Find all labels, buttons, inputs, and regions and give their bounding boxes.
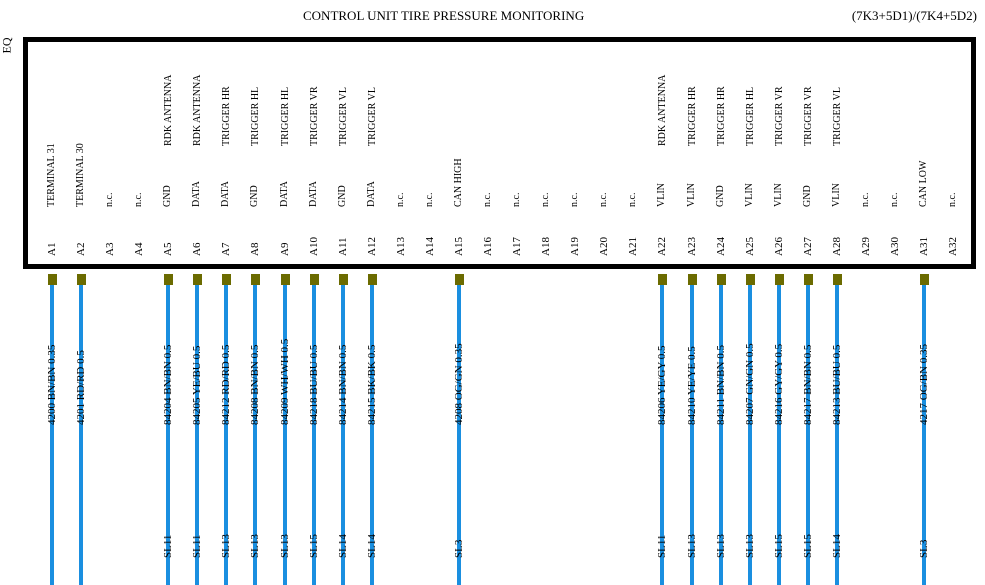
pin-function-label: TERMINAL 31 xyxy=(46,143,57,207)
wire-label: 84217 BN/BN 0.5 xyxy=(802,344,814,425)
pin-label: A14 xyxy=(424,237,436,256)
splice-label: SL15 xyxy=(773,534,785,558)
pin-terminal-stub xyxy=(339,274,348,285)
pin-component-label: TRIGGER VR xyxy=(774,86,785,146)
pin-label: A21 xyxy=(627,237,639,256)
pin-label: A5 xyxy=(162,242,174,256)
pin-function-label: GND xyxy=(249,185,260,207)
pin-label: A29 xyxy=(860,237,872,256)
splice-label: SL13 xyxy=(220,534,232,558)
wire-label: 84205 YE/BU 0.5 xyxy=(191,345,203,425)
pin-label: A6 xyxy=(191,242,203,256)
pin-function-label: GND xyxy=(802,185,813,207)
pin-terminal-stub xyxy=(164,274,173,285)
wire-line xyxy=(79,285,83,585)
pin-component-label: TRIGGER VR xyxy=(803,86,814,146)
splice-label: SL15 xyxy=(308,534,320,558)
pin-terminal-stub xyxy=(804,274,813,285)
pin-function-label: n.c. xyxy=(598,192,609,207)
pin-function-label: n.c. xyxy=(511,192,522,207)
wire-label: 84207 GN/GN 0.5 xyxy=(744,343,756,425)
pin-label: A18 xyxy=(540,237,552,256)
pin-function-label: CAN LOW xyxy=(918,160,929,207)
splice-label: SL11 xyxy=(191,534,203,558)
pin-function-label: DATA xyxy=(220,181,231,207)
pin-component-label: TRIGGER VR xyxy=(309,86,320,146)
splice-label: SL14 xyxy=(366,534,378,558)
pin-label: A10 xyxy=(308,237,320,256)
pin-label: A11 xyxy=(337,237,349,256)
pin-label: A7 xyxy=(220,242,232,256)
wire-label: 84206 YE/GY 0.5 xyxy=(656,345,668,425)
splice-label: SL15 xyxy=(802,534,814,558)
pin-function-label: n.c. xyxy=(889,192,900,207)
wire-label: 84214 BN/BN 0.5 xyxy=(337,344,349,425)
wire-label: 4201 RD/RD 0.5 xyxy=(75,350,87,425)
diagram-title: CONTROL UNIT TIRE PRESSURE MONITORING xyxy=(303,8,585,23)
pin-terminal-stub xyxy=(77,274,86,285)
pin-label: A4 xyxy=(133,242,145,256)
option-code: (7K3+5D1)/(7K4+5D2) xyxy=(851,8,977,23)
wire-label: 84215 BK/BK 0.5 xyxy=(366,344,378,425)
pin-function-label: n.c. xyxy=(482,192,493,207)
pin-function-label: VLIN xyxy=(686,183,697,207)
pin-label: A15 xyxy=(453,237,465,256)
pin-terminal-stub xyxy=(717,274,726,285)
pin-terminal-stub xyxy=(222,274,231,285)
pin-label: A24 xyxy=(715,237,727,256)
splice-label: SL13 xyxy=(744,534,756,558)
pin-function-label: n.c. xyxy=(104,192,115,207)
pin-terminal-stub xyxy=(658,274,667,285)
wire-label: 84209 WH/WH 0.5 xyxy=(279,338,291,425)
pin-component-label: TRIGGER HL xyxy=(250,86,261,146)
wire-label: 84212 RD/RD 0.5 xyxy=(220,344,232,425)
wire-label: 84210 YE/YE 0.5 xyxy=(686,346,698,425)
pin-function-label: TERMINAL 30 xyxy=(75,143,86,207)
pin-function-label: n.c. xyxy=(860,192,871,207)
pin-component-label: RDK ANTENNA xyxy=(657,74,668,146)
pin-component-label: TRIGGER HL xyxy=(745,86,756,146)
pin-label: A32 xyxy=(947,237,959,256)
pin-component-label: TRIGGER HR xyxy=(716,86,727,146)
pin-label: A12 xyxy=(366,237,378,256)
pin-function-label: VLIN xyxy=(831,183,842,207)
pin-function-label: n.c. xyxy=(947,192,958,207)
pin-function-label: n.c. xyxy=(133,192,144,207)
pin-label: A28 xyxy=(831,237,843,256)
pin-label: A20 xyxy=(598,237,610,256)
pin-label: A8 xyxy=(249,242,261,256)
pin-label: A30 xyxy=(889,237,901,256)
pin-terminal-stub xyxy=(775,274,784,285)
wire-line xyxy=(50,285,54,585)
pin-function-label: n.c. xyxy=(395,192,406,207)
pin-label: A17 xyxy=(511,237,523,256)
pin-terminal-stub xyxy=(688,274,697,285)
pin-label: A22 xyxy=(656,237,668,256)
pin-function-label: n.c. xyxy=(627,192,638,207)
pin-terminal-stub xyxy=(833,274,842,285)
wire-label: 84208 BN/BN 0.5 xyxy=(249,344,261,425)
control-unit-box xyxy=(23,37,976,269)
splice-label: SL11 xyxy=(656,534,668,558)
pin-terminal-stub xyxy=(48,274,57,285)
wire-label: 4208 OG/GN 0.35 xyxy=(453,343,465,425)
pin-label: A26 xyxy=(773,237,785,256)
pin-function-label: n.c. xyxy=(424,192,435,207)
wire-label: 84216 GY/GY 0.5 xyxy=(773,343,785,425)
wire-label: 84213 BU/BU 0.5 xyxy=(831,344,843,425)
pin-component-label: TRIGGER VL xyxy=(832,87,843,146)
pin-terminal-stub xyxy=(310,274,319,285)
pin-label: A13 xyxy=(395,237,407,256)
wire-label: 4200 BN/BN 0.35 xyxy=(46,344,58,425)
pin-label: A2 xyxy=(75,242,87,256)
pin-function-label: DATA xyxy=(279,181,290,207)
pin-label: A19 xyxy=(569,237,581,256)
pin-function-label: VLIN xyxy=(773,183,784,207)
pin-function-label: n.c. xyxy=(540,192,551,207)
pin-component-label: TRIGGER HL xyxy=(280,86,291,146)
pin-terminal-stub xyxy=(368,274,377,285)
pin-function-label: DATA xyxy=(366,181,377,207)
pin-label: A27 xyxy=(802,237,814,256)
pin-label: A1 xyxy=(46,242,58,256)
pin-terminal-stub xyxy=(920,274,929,285)
pin-label: A25 xyxy=(744,237,756,256)
splice-label: SL13 xyxy=(686,534,698,558)
wire-label: 84204 BN/BN 0.5 xyxy=(162,344,174,425)
pin-function-label: GND xyxy=(337,185,348,207)
splice-label: SL3 xyxy=(918,539,930,558)
pin-component-label: TRIGGER HR xyxy=(221,86,232,146)
pin-component-label: RDK ANTENNA xyxy=(163,74,174,146)
pin-component-label: TRIGGER VL xyxy=(367,87,378,146)
eq-label: EQ xyxy=(0,37,14,54)
pin-component-label: RDK ANTENNA xyxy=(192,74,203,146)
pin-function-label: DATA xyxy=(308,181,319,207)
pin-function-label: DATA xyxy=(191,181,202,207)
pin-terminal-stub xyxy=(193,274,202,285)
splice-label: SL3 xyxy=(453,539,465,558)
pin-component-label: TRIGGER HR xyxy=(687,86,698,146)
pin-function-label: n.c. xyxy=(569,192,580,207)
pin-function-label: GND xyxy=(715,185,726,207)
pin-label: A3 xyxy=(104,242,116,256)
splice-label: SL13 xyxy=(249,534,261,558)
splice-label: SL14 xyxy=(337,534,349,558)
splice-label: SL14 xyxy=(831,534,843,558)
pin-label: A16 xyxy=(482,237,494,256)
pin-label: A31 xyxy=(918,237,930,256)
pin-component-label: TRIGGER VL xyxy=(338,87,349,146)
pin-function-label: VLIN xyxy=(656,183,667,207)
pin-label: A9 xyxy=(279,242,291,256)
pin-terminal-stub xyxy=(251,274,260,285)
pin-function-label: GND xyxy=(162,185,173,207)
splice-label: SL11 xyxy=(162,534,174,558)
pin-function-label: VLIN xyxy=(744,183,755,207)
wire-label: 4217 OG/BN 0.35 xyxy=(918,344,930,425)
wire-label: 84218 BU/BU 0.5 xyxy=(308,344,320,425)
pin-terminal-stub xyxy=(455,274,464,285)
pin-label: A23 xyxy=(686,237,698,256)
pin-function-label: CAN HIGH xyxy=(453,158,464,207)
pin-terminal-stub xyxy=(281,274,290,285)
splice-label: SL13 xyxy=(715,534,727,558)
splice-label: SL13 xyxy=(279,534,291,558)
wire-label: 84211 BN/BN 0.5 xyxy=(715,345,727,425)
pin-terminal-stub xyxy=(746,274,755,285)
